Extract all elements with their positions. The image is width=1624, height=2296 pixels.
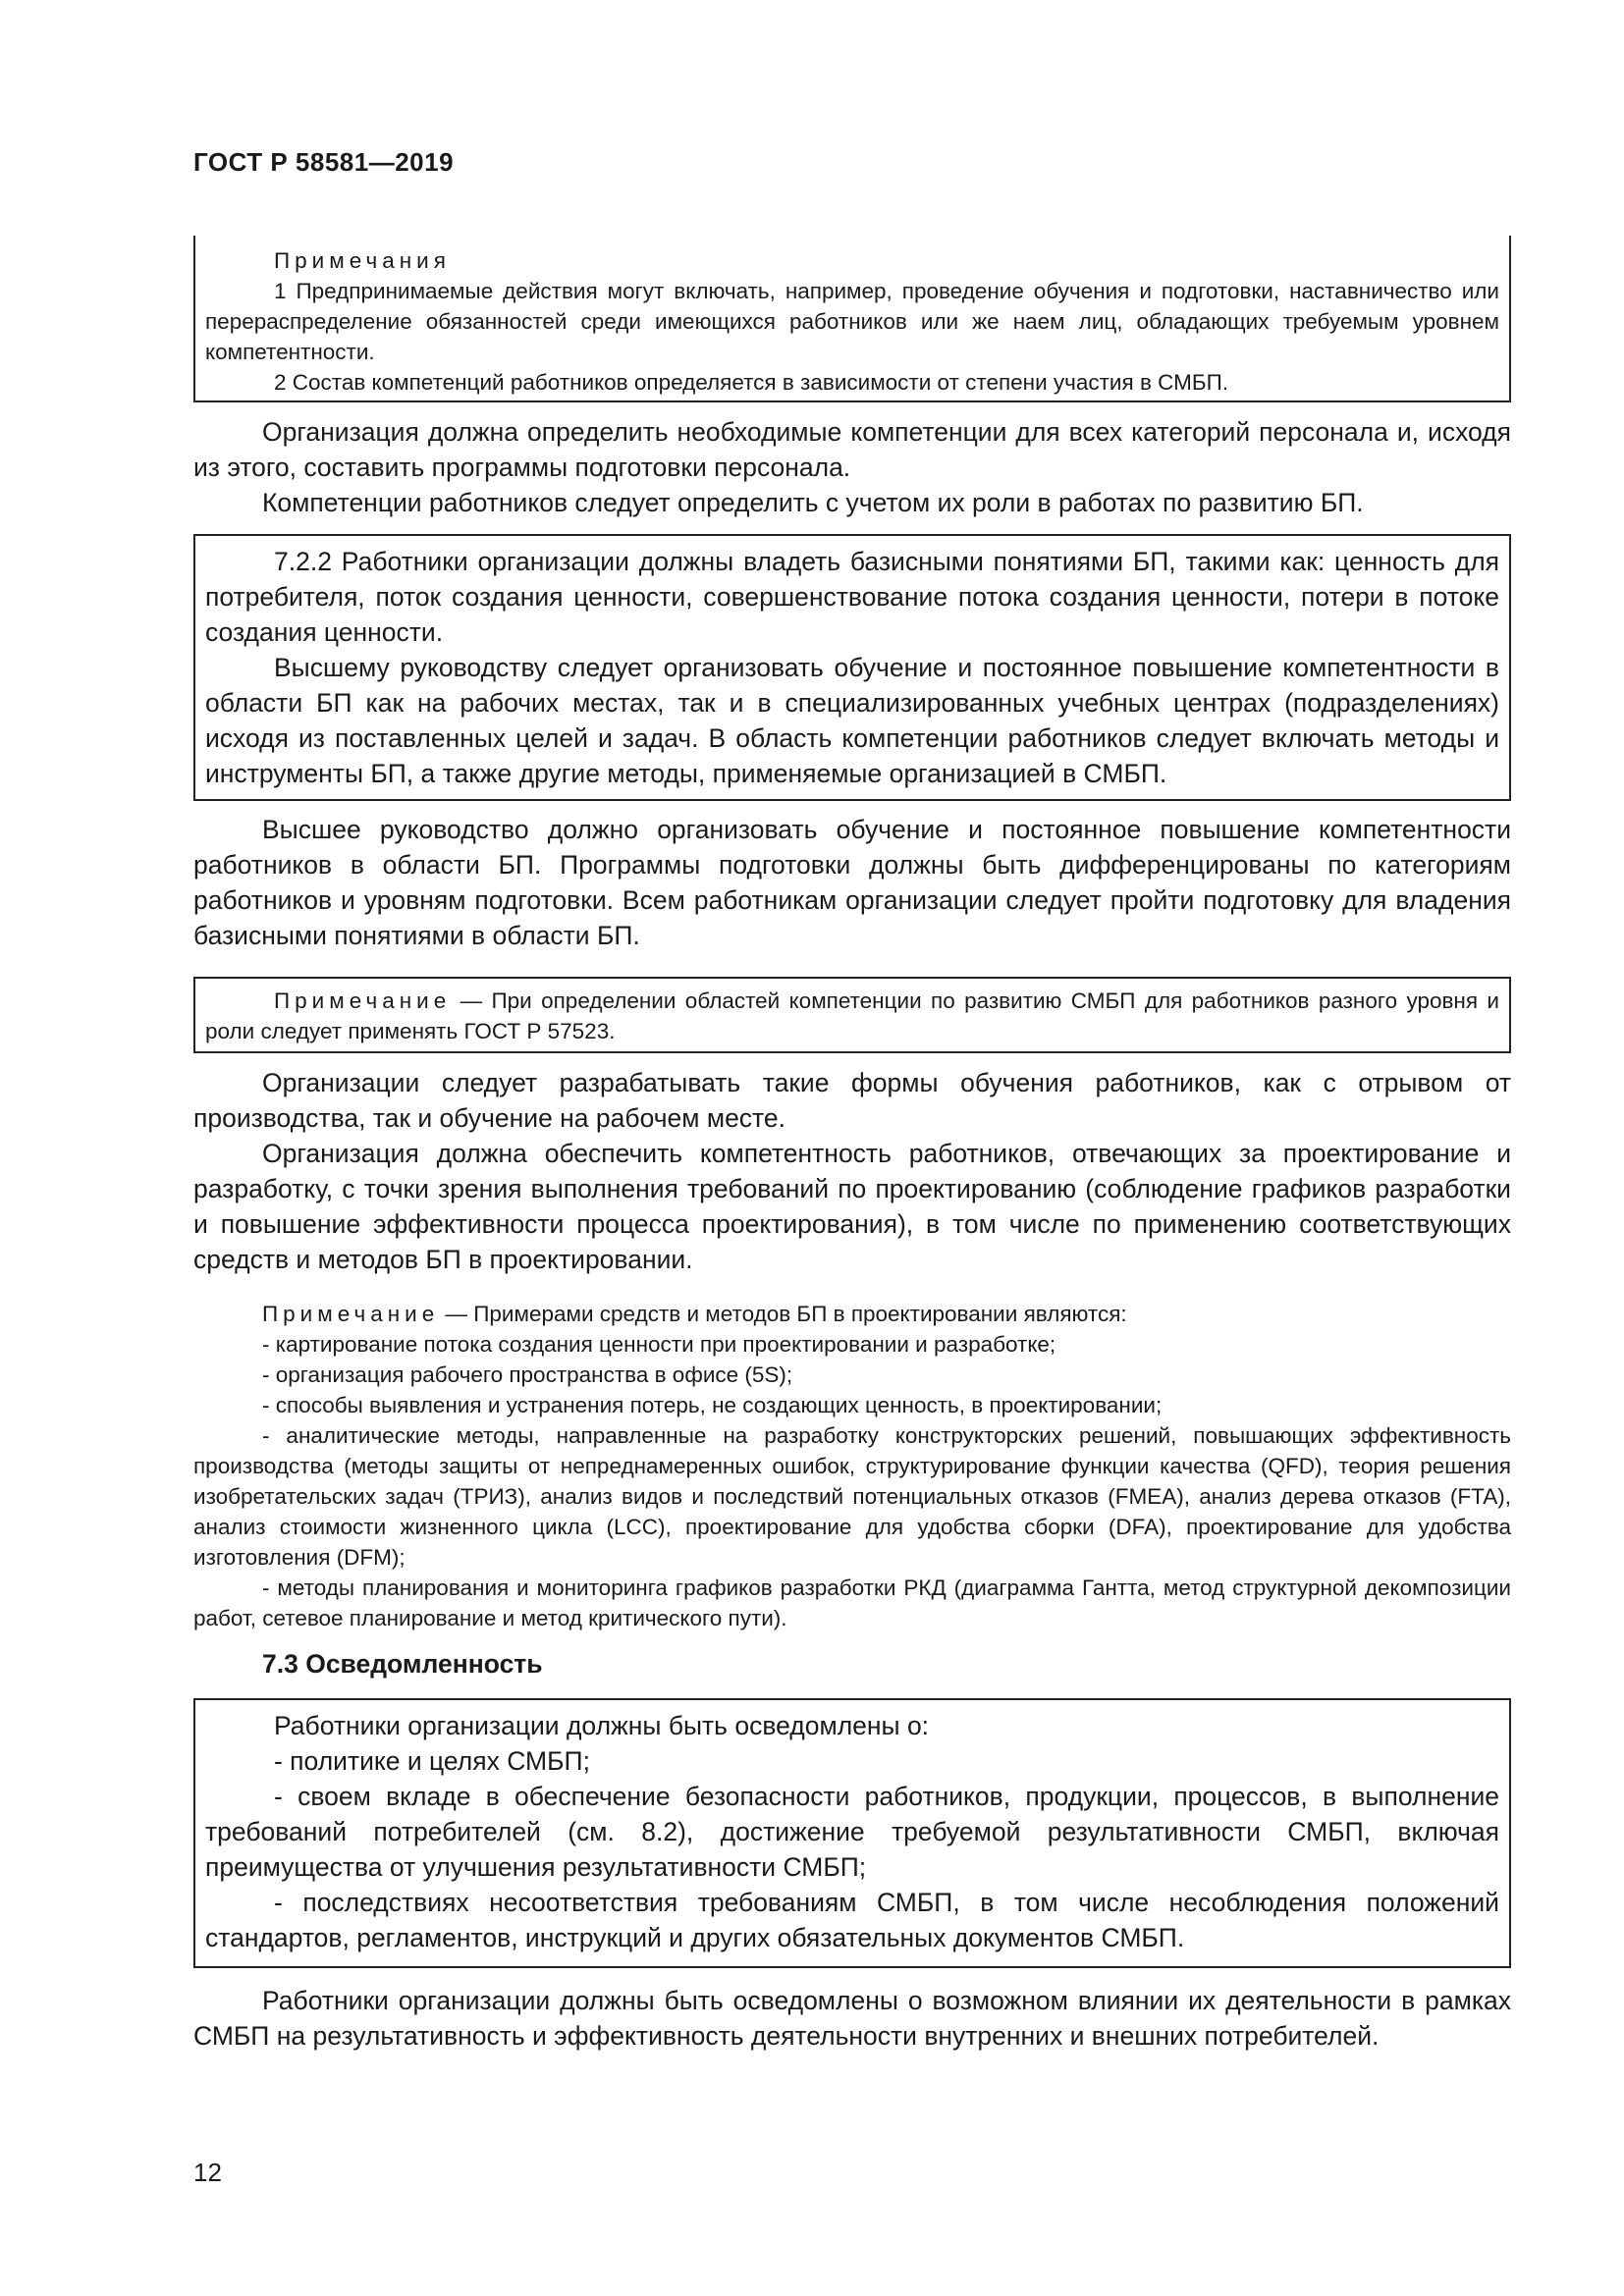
section-7-3-heading-wrap bbox=[193, 1649, 1511, 1680]
list-item: - своем вкладе в обеспечение безопасности работников, продукции, процессов, в выполнение требований потребителей (см. 8.2), достижение требуемой результативности СМБП, включая преимущества от улучшения результативности СМБП; bbox=[205, 1782, 1499, 1882]
design-methods-note bbox=[193, 1299, 1511, 1633]
clause-7-2-2: 7.2.2 Работники организации должны владеть базисными понятиями БП, такими как: ценность для потребителя, поток создания ценности, совершенствование потока создания ценности, потери в потоке создания ценности. bbox=[205, 547, 1499, 647]
note-label: Примечание bbox=[274, 988, 452, 1013]
notes-label: Примечания bbox=[274, 248, 451, 273]
text-block-1 bbox=[193, 414, 1511, 520]
list-item: - картирование потока создания ценности при проектировании и разработке; bbox=[262, 1332, 1056, 1357]
text-block-3 bbox=[193, 1065, 1511, 1277]
awareness-intro: Работники организации должны быть осведомлены о: bbox=[274, 1711, 930, 1740]
text-block-2 bbox=[193, 812, 1511, 953]
design-note-text: — Примерами средств и методов БП в проектировании являются: bbox=[439, 1302, 1127, 1326]
awareness-frame bbox=[193, 1698, 1511, 1968]
paragraph-training: Высшее руководство должно организовать обучение и постоянное повышение компетентности работников в области БП. Программы подготовки должны быть дифференцированы по категориям работников и уровням подготовки. Всем работникам организации следует пройти подготовку для владения базисными понятиями в области БП. bbox=[193, 815, 1511, 950]
note-1: 1 Предпринимаемые действия могут включать, например, проведение обучения и подготовки, наставничество или перераспределение обязанностей среди имеющихся работников или же наем лиц, обладающих требуемым уровнем компетентности. bbox=[205, 279, 1499, 364]
notes-frame bbox=[193, 236, 1511, 402]
paragraph-awareness-impact: Работники организации должны быть осведомлены о возможном влиянии их деятельности в рамках СМБП на результативность и эффективность деятельности внутренних и внешних потребителей. bbox=[193, 1986, 1511, 2051]
note-frame bbox=[193, 977, 1511, 1053]
section-7-3-heading: 7.3 Осведомленность bbox=[262, 1649, 543, 1679]
list-item: - последствиях несоответствия требованиям СМБП, в том числе несоблюдения положений стандартов, регламентов, инструкций и других обязательных документов СМБП. bbox=[205, 1888, 1499, 1952]
clause-7-2-2-frame bbox=[193, 534, 1511, 801]
paragraph-competencies: Организация должна определить необходимые компетенции для всех категорий персонала и, исходя из этого, составить программы подготовки персонала. bbox=[193, 417, 1511, 482]
note-standard-reference bbox=[205, 986, 1499, 1046]
page-number: 12 bbox=[193, 2158, 222, 2187]
list-item: - методы планирования и мониторинга графиков разработки РКД (диаграмма Гантта, метод структурной декомпозиции работ, сетевое планирование и метод критического пути). bbox=[193, 1575, 1511, 1630]
paragraph-roles: Компетенции работников следует определить с учетом их роли в работах по развитию БП. bbox=[262, 488, 1364, 517]
text-block-4 bbox=[193, 1983, 1511, 2054]
list-item: - политике и целях СМБП; bbox=[274, 1746, 590, 1776]
note-text: — При определении областей компетенции по развитию СМБП для работников разного уровня и роли следует применять ГОСТ Р 57523. bbox=[205, 988, 1499, 1043]
note-2: 2 Состав компетенций работников определяется в зависимости от степени участия в СМБП. bbox=[274, 370, 1229, 395]
document-header: ГОСТ Р 58581—2019 bbox=[193, 147, 455, 177]
list-item: - аналитические методы, направленные на разработку конструкторских решений, повышающих эффективность производства (методы защиты от непреднамеренных ошибок, структурирование функции качества (QFD), теория решения изобретательских задач (ТРИЗ), анализ видов и последствий потенциальных отказов (FMEA), анализ дерева отказов (FTA), анализ стоимости жизненного цикла (LCC), проектирование для удобства сборки (DFA), проектирование для удобства изготовления (DFM); bbox=[193, 1423, 1511, 1570]
list-item: - способы выявления и устранения потерь, не создающих ценность, в проектировании; bbox=[262, 1393, 1163, 1417]
clause-7-2-2-management: Высшему руководству следует организовать обучение и постоянное повышение компетентности в области БП как на рабочих местах, так и в специализированных учебных центрах (подразделениях) исходя из поставленных целей и задач. В область компетенции работников следует включать методы и инструменты БП, а также другие методы, применяемые организацией в СМБП. bbox=[205, 653, 1499, 788]
paragraph-design: Организация должна обеспечить компетентность работников, отвечающих за проектирование и разработку, с точки зрения выполнения требований по проектированию (соблюдение графиков разработки и повышение эффективности процесса проектирования), в том числе по применению соответствующих средств и методов БП в проектировании. bbox=[193, 1139, 1511, 1274]
paragraph-forms: Организации следует разрабатывать такие формы обучения работников, как с отрывом от производства, так и обучение на рабочем месте. bbox=[193, 1068, 1511, 1133]
design-note-label: Примечание bbox=[262, 1302, 440, 1326]
list-item: - организация рабочего пространства в офисе (5S); bbox=[262, 1362, 793, 1387]
